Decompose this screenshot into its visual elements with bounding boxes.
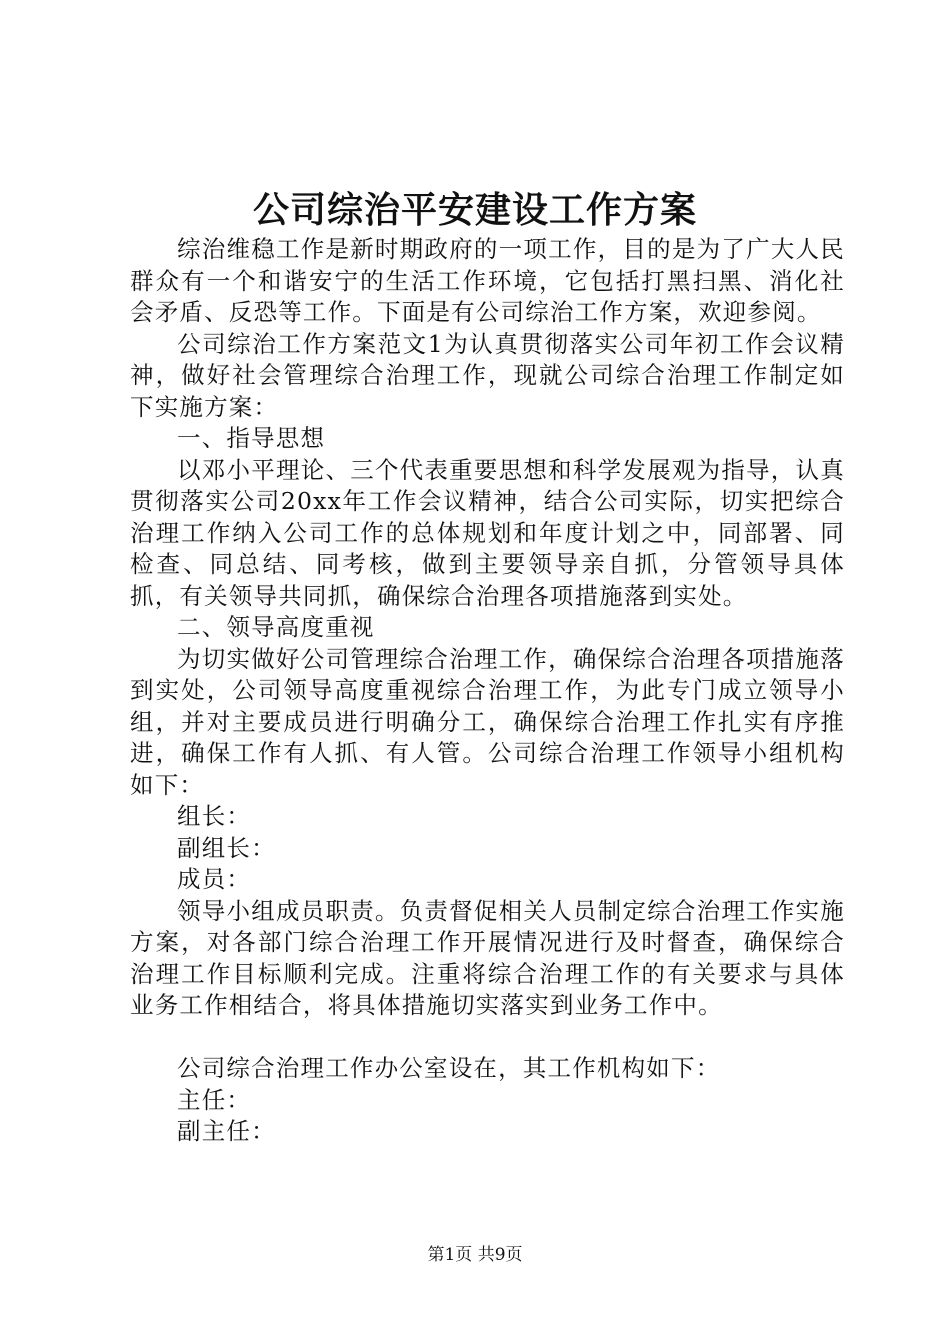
blank-line <box>130 1022 845 1054</box>
document-title: 公司综治平安建设工作方案 <box>252 189 697 231</box>
line-group-leader: 组长： <box>177 802 252 830</box>
paragraph-guiding-ideology: 以邓小平理论、三个代表重要思想和科学发展观为指导，认真贯彻落实公司20xx年工作会议精神，结合公司实际，切实把综合治理工作纳入公司工作的总体规划和年度计划之中，同部署、同检查、同总结、同考核，做到主要领导亲自抓，分管领导具体抓，有关领导共同抓，确保综合治理各项措施落到实处。 <box>130 455 845 610</box>
paragraph-responsibilities: 领导小组成员职责。负责督促相关人员制定综合治理工作实施方案，对各部门综合治理工作开展情况进行及时督查，确保综合治理工作目标顺利完成。注重将综合治理工作的有关要求与具体业务工作相结合，将具体措施切实落实到业务工作中。 <box>130 896 845 1019</box>
line-members: 成员： <box>177 865 252 893</box>
paragraph-leadership: 为切实做好公司管理综合治理工作，确保综合治理各项措施落到实处，公司领导高度重视综合治理工作，为此专门成立领导小组，并对主要成员进行明确分工，确保综合治理工作扎实有序推进，确保工作有人抓、有人管。公司综合治理工作领导小组机构如下： <box>130 644 845 799</box>
section-heading-guiding-ideology: 一、指导思想 <box>177 424 326 452</box>
line-deputy-director: 副主任： <box>177 1117 276 1145</box>
intro-paragraph: 综治维稳工作是新时期政府的一项工作，目的是为了广大人民群众有一个和谐安宁的生活工作环境，它包括打黑扫黑、消化社会矛盾、反恐等工作。下面是有公司综治工作方案，欢迎参阅。 <box>130 235 845 326</box>
page-number-footer: 第1页 共9页 <box>427 1245 523 1265</box>
line-director: 主任： <box>177 1085 252 1114</box>
paragraph-plan-intro: 公司综治工作方案范文1为认真贯彻落实公司年初工作会议精神，做好社会管理综合治理工作，现就公司综合治理工作制定如下实施方案： <box>130 329 845 421</box>
section-heading-leadership: 二、领导高度重视 <box>177 613 375 641</box>
document-body <box>130 234 845 1148</box>
paragraph-office: 公司综合治理工作办公室设在，其工作机构如下： <box>177 1054 721 1082</box>
line-deputy-group-leader: 副组长： <box>177 833 276 862</box>
